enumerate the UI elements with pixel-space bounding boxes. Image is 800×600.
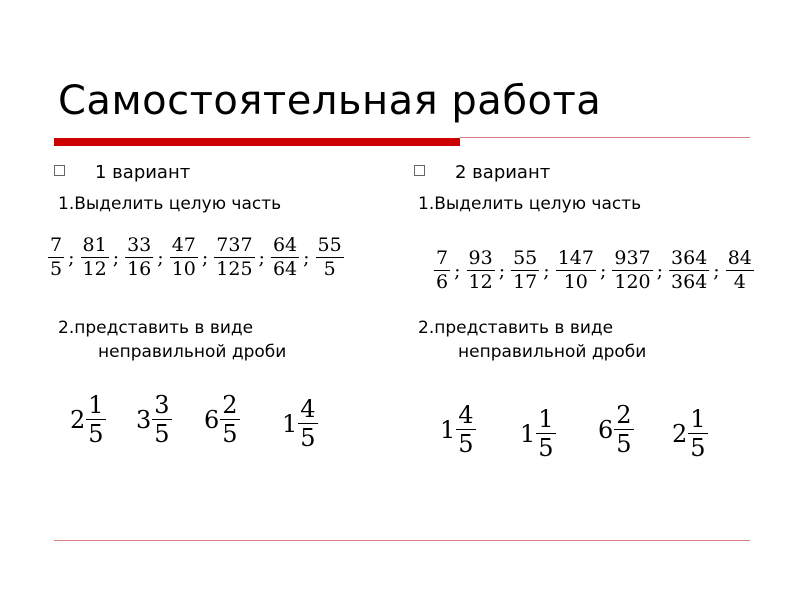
- mixed-number: 6 $\frac{2}{5}$: [204, 391, 238, 448]
- variant-1-task2-line2: неправильной дроби: [98, 342, 287, 362]
- variant-2-task2-line1: 2.представить в виде: [418, 318, 614, 338]
- mixed-number: 1 $\frac{4}{5}$: [282, 395, 316, 452]
- variant-2-heading: [414, 162, 550, 183]
- fraction: $\frac{7}{6}$: [436, 247, 449, 293]
- mixed-number: 1 $\frac{1}{5}$: [520, 405, 554, 462]
- fraction: $\frac{937}{120}$: [614, 247, 651, 293]
- fraction: $\frac{33}{16}$: [127, 234, 152, 280]
- square-bullet-icon: [54, 165, 65, 176]
- mixed-number: 1 $\frac{4}{5}$: [440, 401, 474, 458]
- variant-2-task1: 1.Выделить целую часть: [418, 194, 642, 214]
- fraction: $\frac{93}{12}$: [468, 247, 493, 293]
- variant-1-fraction-row: $\frac{7}{5}$ ; $\frac{81}{12}$ ; $\frac{33}{16}$ ; $\frac{47}{10}$ ; $\frac{737}{125}$ ; $\frac{64}{64}$ ; $\frac{55}{5}$: [50, 234, 342, 280]
- fraction: $\frac{55}{17}$: [513, 247, 538, 293]
- mixed-number: 3 $\frac{3}{5}$: [136, 391, 170, 448]
- fraction: $\frac{737}{125}$: [216, 234, 253, 280]
- title-underline-thick: [54, 138, 460, 146]
- fraction: $\frac{64}{64}$: [272, 234, 298, 280]
- footer-rule: [54, 540, 750, 541]
- fraction: $\frac{7}{5}$: [50, 234, 63, 280]
- variant-2-label: 2 вариант: [455, 162, 551, 183]
- variant-1-task2: [58, 316, 286, 364]
- fraction: $\frac{147}{10}$: [557, 247, 594, 293]
- page-title: Самостоятельная работа: [58, 78, 602, 124]
- fraction: $\frac{84}{4}$: [727, 247, 752, 293]
- variant-1-label: 1 вариант: [95, 162, 191, 183]
- fraction: $\frac{47}{10}$: [171, 234, 196, 280]
- mixed-number: 6 $\frac{2}{5}$: [598, 401, 632, 458]
- variant-1-heading: [54, 162, 190, 183]
- square-bullet-icon: [414, 165, 425, 176]
- mixed-number: 2 $\frac{1}{5}$: [672, 405, 706, 462]
- variant-2-fraction-row: $\frac{7}{6}$ ; $\frac{93}{12}$ ; $\frac{55}{17}$ ; $\frac{147}{10}$ ; $\frac{937}{120}$ ; $\frac{364}{364}$ ; $\frac{84}{4}$: [436, 247, 752, 293]
- fraction: $\frac{364}{364}$: [671, 247, 708, 293]
- variant-1-task2-line1: 2.представить в виде: [58, 318, 254, 338]
- variant-2-task2: [418, 316, 646, 364]
- variant-1-task1: 1.Выделить целую часть: [58, 194, 282, 214]
- fraction: $\frac{81}{12}$: [82, 234, 107, 280]
- fraction: $\frac{55}{5}$: [317, 234, 342, 280]
- variant-2-task2-line2: неправильной дроби: [458, 342, 647, 362]
- title-underline-thin: [460, 137, 750, 138]
- mixed-number: 2 $\frac{1}{5}$: [70, 391, 104, 448]
